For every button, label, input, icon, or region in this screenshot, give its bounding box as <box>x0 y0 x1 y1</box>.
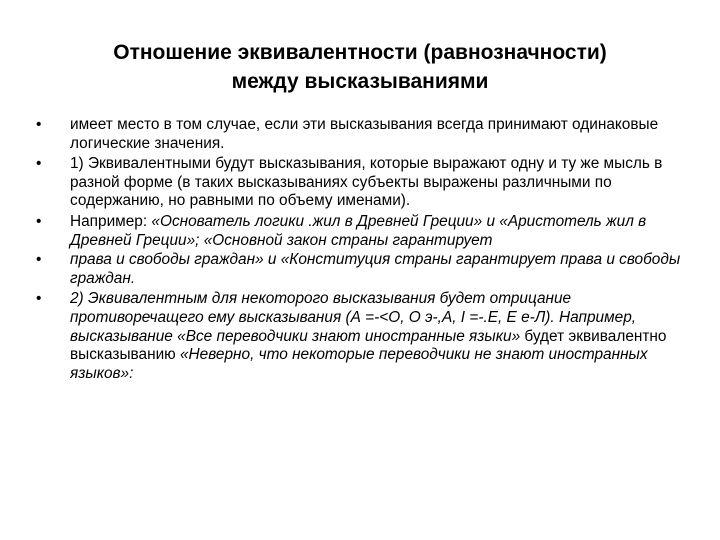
bullet-lead-text: Например: <box>70 212 152 230</box>
slide-title <box>0 38 720 96</box>
bullet-text: имеет место в том случае, если эти высказывания всегда принимают одинаковые логические значения. <box>70 116 659 152</box>
bullet-item-second-case <box>36 290 686 383</box>
title-line-2: между высказываниями <box>231 70 489 93</box>
bullet-italic-text: «Основатель логики .жил в Древней Греции» и «Аристотель жил в Древней Греции»; «Основной закон страны гарантирует <box>70 212 647 249</box>
bullet-italic-quote-2: «Неверно, что некоторые переводчики не знают иностранных языков»: <box>70 346 648 382</box>
bullet-marker: • <box>36 251 42 269</box>
bullet-italic-text: права и свободы граждан» и «Конституция страны гарантирует права и свободы граждан. <box>70 251 681 287</box>
bullet-marker: • <box>36 212 42 230</box>
bullet-italic-quote-1: «Все переводчики знают иностранные языки» <box>177 327 521 345</box>
bullet-text: 1) Эквивалентными будут высказывания, которые выражают одну и ту же мысль в разной форме (в таких высказываниях субъекты выражены различными по содержанию, но равными по объему именами). <box>70 155 663 210</box>
bullet-italic-text: 2) Эквивалентным для некоторого высказывания будет отрицание противоречащего ему высказывания (А =-<О, О э-,А, I =-.Е, Е е-Л). Например, высказывание <box>70 290 637 345</box>
bullet-marker: • <box>36 290 42 308</box>
bullet-marker: • <box>36 155 42 173</box>
bullet-item-definition <box>36 116 686 153</box>
title-line-1: Отношение эквивалентности (равнозначности) <box>113 41 607 64</box>
bullet-item-example-continued <box>36 251 686 288</box>
bullet-list <box>36 116 686 385</box>
bullet-item-first-case <box>36 155 686 211</box>
bullet-marker: • <box>36 116 42 133</box>
bullet-item-example <box>36 213 686 250</box>
bullet-plain-text: будет эквивалентно высказыванию <box>70 327 667 364</box>
